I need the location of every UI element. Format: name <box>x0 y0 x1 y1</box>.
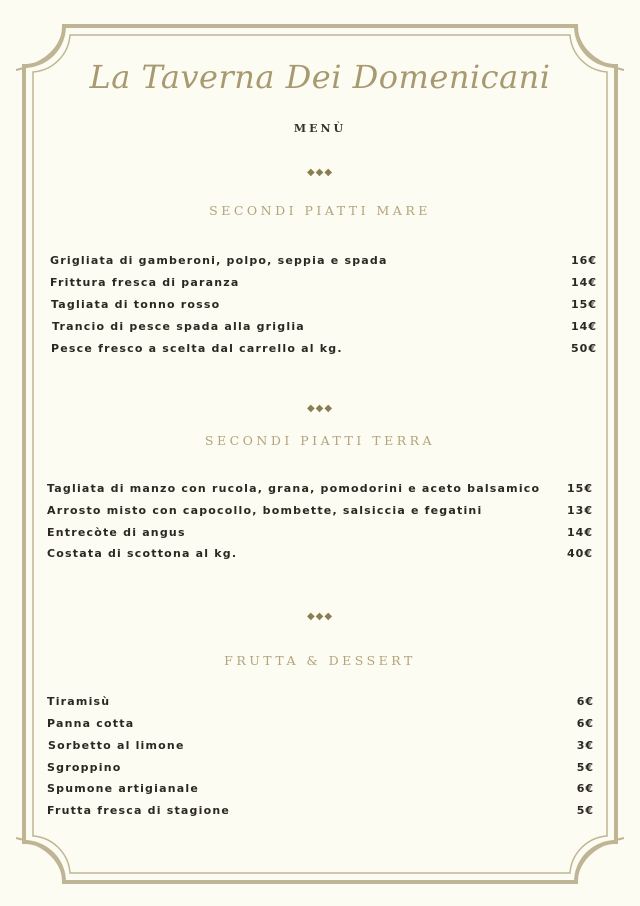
menu-item-price: 6€ <box>576 782 594 795</box>
menu-item-name: Tagliata di manzo con rucola, grana, pomodorini e aceto balsamico <box>47 482 541 495</box>
divider-diamonds: ◆◆◆ <box>306 167 334 178</box>
menu-item-name: Frittura fresca di paranza <box>50 276 240 289</box>
menu-item-name: Arrosto misto con capocollo, bombette, salsiccia e fegatini <box>47 504 483 517</box>
menu-item-name: Tagliata di tonno rosso <box>51 298 221 311</box>
menu-item-name: Pesce fresco a scelta dal carrello al kg. <box>51 342 343 355</box>
menu-item-name: Trancio di pesce spada alla griglia <box>52 320 305 333</box>
menu-item-price: 16€ <box>571 254 597 267</box>
menu-item-price: 6€ <box>576 717 594 730</box>
section-title-terra: SECONDI PIATTI TERRA <box>204 433 436 448</box>
menu-label: MENÙ <box>293 122 347 135</box>
section-title-mare: SECONDI PIATTI MARE <box>209 203 431 218</box>
menu-item-name: Panna cotta <box>47 717 135 730</box>
menu-item-price: 14€ <box>571 276 597 289</box>
menu-item-name: Entrecòte di angus <box>47 526 186 539</box>
menu-item-name: Sgroppino <box>47 761 122 774</box>
menu-item-name: Costata di scottona al kg. <box>47 547 238 560</box>
divider-diamonds: ◆◆◆ <box>306 403 334 414</box>
menu-item-price: 6€ <box>576 695 594 708</box>
menu-item-price: 15€ <box>571 298 597 311</box>
restaurant-name: La Taverna Dei Domenicani <box>89 58 551 96</box>
menu-item-name: Tiramisù <box>47 695 111 708</box>
menu-item-price: 15€ <box>567 482 593 495</box>
menu-item-price: 40€ <box>567 547 593 560</box>
menu-item-price: 3€ <box>576 739 594 752</box>
menu-item-price: 50€ <box>571 342 597 355</box>
menu-item-price: 14€ <box>567 526 593 539</box>
menu-item-name: Spumone artigianale <box>47 782 199 795</box>
menu-item-name: Frutta fresca di stagione <box>47 804 231 817</box>
menu-item-name: Grigliata di gamberoni, polpo, seppia e spada <box>50 254 388 267</box>
menu-item-price: 13€ <box>567 504 593 517</box>
menu-item-price: 14€ <box>571 320 597 333</box>
menu-item-name: Sorbetto al limone <box>48 739 185 752</box>
section-title-dessert: FRUTTA & DESSERT <box>224 653 416 668</box>
menu-item-price: 5€ <box>576 761 594 774</box>
divider-diamonds: ◆◆◆ <box>306 611 334 622</box>
menu-item-price: 5€ <box>576 804 594 817</box>
